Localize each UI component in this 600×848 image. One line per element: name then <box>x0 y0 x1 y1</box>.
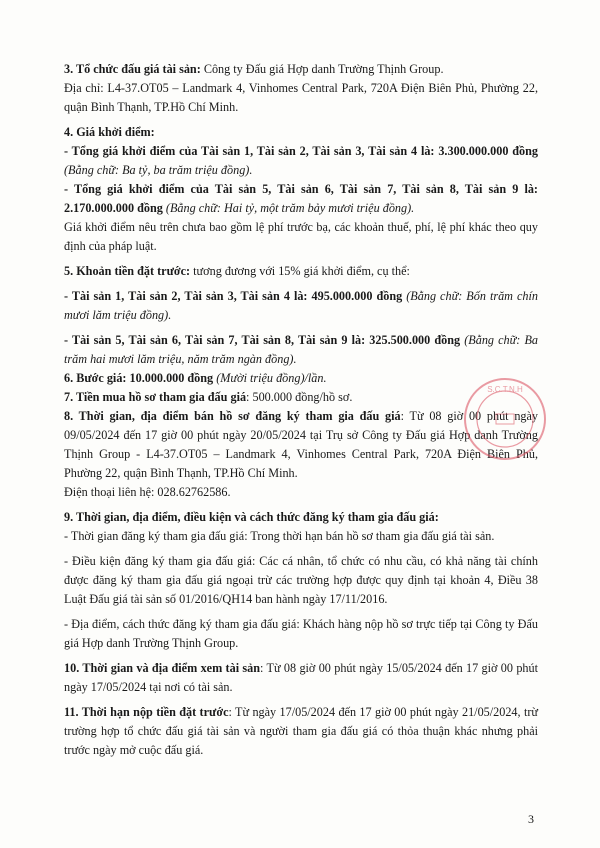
section-11-bold: 11. Thời hạn nộp tiền đặt trước <box>64 705 229 719</box>
section-10 <box>64 659 538 697</box>
section-8-text: : Từ 08 giờ 00 phút ngày 09/05/2024 đến 17 giờ 00 phút ngày 20/05/2024 tại Trụ sở Công ty Đấu giá Hợp danh Trường Thịnh Group - L4-37.OT05 – Landmark 4, Vinhomes Central Park, 720A Điện Biên Phủ, Phường 22, quận Bình Thạnh, TP.Hồ Chí Minh. <box>64 409 539 480</box>
section-3-address: Địa chỉ: L4-37.OT05 – Landmark 4, Vinhomes Central Park, 720A Điện Biên Phủ, Phường 22, quận Bình Thạnh, TP.Hồ Chí Minh. <box>64 81 538 114</box>
section-4-line-1-italic: (Bằng chữ: Ba tỷ, ba trăm triệu đồng). <box>64 163 253 177</box>
stamp-text: S.C.T.N.H <box>487 385 523 394</box>
section-6-bold: 6. Bước giá: 10.000.000 đồng <box>64 371 214 385</box>
section-8-bold: 8. Thời gian, địa điểm bán hồ sơ đăng ký tham gia đấu giá <box>64 409 401 423</box>
section-3-heading: 3. Tổ chức đấu giá tài sản: <box>64 62 201 76</box>
section-9-item-1: - Thời gian đăng ký tham gia đấu giá: Trong thời hạn bán hồ sơ tham gia đấu giá tài sản. <box>64 529 495 543</box>
section-5-line-1-bold: - Tài sản 1, Tài sản 2, Tài sản 3, Tài sản 4 là: 495.000.000 đồng <box>64 289 403 303</box>
section-5-line-2-italic: (Bằng chữ: Ba trăm hai mươi lăm triệu, năm trăm ngàn đồng). <box>64 333 538 366</box>
page-number: 3 <box>528 812 534 826</box>
section-7 <box>64 388 538 407</box>
section-10-text: : Từ 08 giờ 00 phút ngày 15/05/2024 đến 17 giờ 00 phút ngày 17/05/2024 tại nơi có tài sản. <box>64 661 538 694</box>
section-3-org: Công ty Đấu giá Hợp danh Trường Thịnh Group. <box>203 62 444 76</box>
section-4-heading: 4. Giá khởi điểm: <box>64 125 155 139</box>
section-7-bold: 7. Tiền mua hồ sơ tham gia đấu giá <box>64 390 247 404</box>
section-4-line-2-italic: (Bằng chữ: Hai tỷ, một trăm bảy mươi triệu đồng). <box>165 201 415 215</box>
section-4-line-1 <box>64 142 538 180</box>
section-6 <box>64 369 538 388</box>
document-page <box>64 60 538 760</box>
section-5-intro: tương đương với 15% giá khởi điểm, cụ thể: <box>193 264 410 278</box>
section-4-line-1-bold: - Tổng giá khởi điểm của Tài sản 1, Tài sản 2, Tài sản 3, Tài sản 4 là: 3.300.000.000 đồng <box>64 144 538 158</box>
section-10-bold: 10. Thời gian và địa điểm xem tài sản <box>64 661 261 675</box>
section-4-line-2-bold: - Tổng giá khởi điểm của Tài sản 5, Tài sản 6, Tài sản 7, Tài sản 8, Tài sản 9 là: 2.170.000.000 đồng <box>64 182 538 215</box>
section-5-line-1-italic: (Bằng chữ: Bốn trăm chín mươi lăm triệu đồng). <box>64 289 538 322</box>
section-11 <box>64 703 538 760</box>
section-9-item-2: - Điều kiện đăng ký tham gia đấu giá: Các cá nhân, tổ chức có nhu cầu, có khả năng tài chính được đăng ký tham gia đấu giá ngoại trừ các trường hợp được quy định tại khoản 4, Điều 38 Luật Đấu giá tài sản số 01/2016/QH14 ban hành ngày 17/11/2016. <box>64 554 538 606</box>
section-8-phone: Điện thoại liên hệ: 028.62762586. <box>64 485 231 499</box>
section-4-note: Giá khởi điểm nêu trên chưa bao gồm lệ phí trước bạ, các khoản thuế, phí, lệ phí khác theo quy định của pháp luật. <box>64 220 538 253</box>
section-3-heading-line <box>64 60 538 79</box>
section-5-line-1 <box>64 287 538 325</box>
section-6-italic: (Mười triệu đồng)/lần. <box>216 371 327 385</box>
section-8 <box>64 407 538 483</box>
section-9-heading: 9. Thời gian, địa điểm, điều kiện và cách thức đăng ký tham gia đấu giá: <box>64 510 439 524</box>
section-5-heading-line <box>64 262 538 281</box>
section-4-line-2 <box>64 180 538 218</box>
section-5-line-2-bold: - Tài sản 5, Tài sản 6, Tài sản 7, Tài sản 8, Tài sản 9 là: 325.500.000 đồng <box>64 333 461 347</box>
section-9-item-3: - Địa điểm, cách thức đăng ký tham gia đấu giá: Khách hàng nộp hồ sơ trực tiếp tại Công ty Đấu giá Hợp danh Trường Thịnh Group. <box>64 617 538 650</box>
section-11-text: : Từ ngày 17/05/2024 đến 17 giờ 00 phút ngày 21/05/2024, trừ trường hợp tổ chức đấu giá tài sản và người tham gia đấu giá có thỏa thuận khác nhưng phải trước ngày mở cuộc đấu giá. <box>64 705 538 757</box>
section-5-heading: 5. Khoản tiền đặt trước: <box>64 264 191 278</box>
section-5-line-2 <box>64 331 538 369</box>
section-7-text: : 500.000 đồng/hồ sơ. <box>246 390 353 404</box>
